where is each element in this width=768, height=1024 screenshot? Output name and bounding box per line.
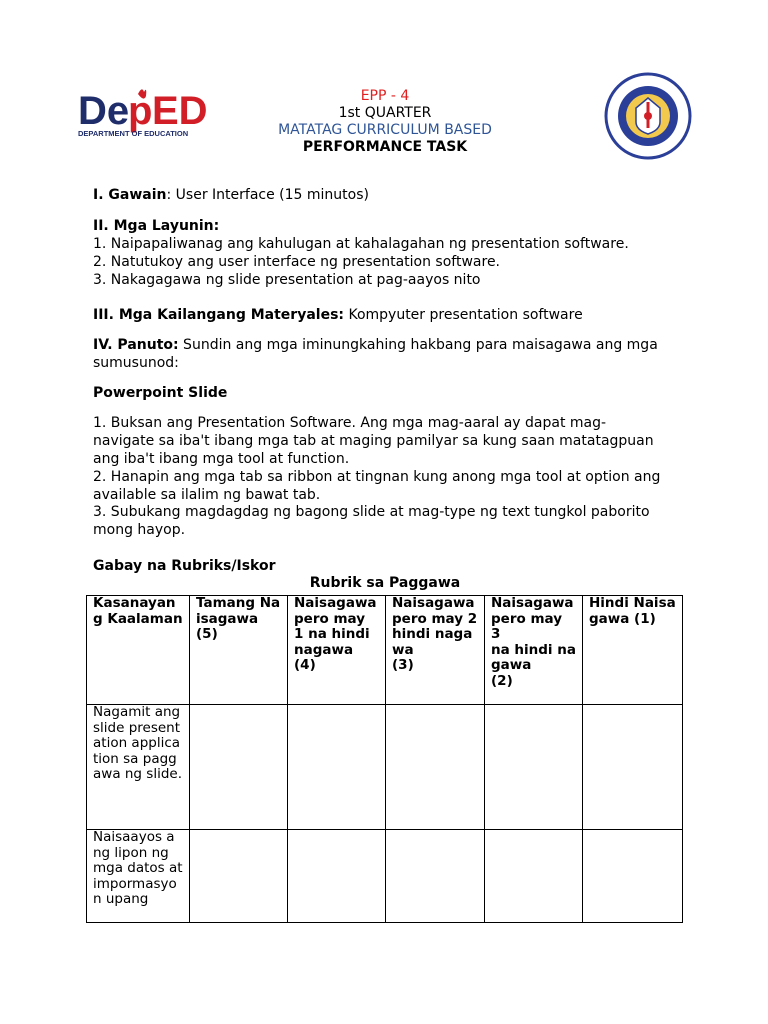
score-cell[interactable] bbox=[386, 705, 485, 830]
score-cell[interactable] bbox=[583, 705, 683, 830]
header-cell: Naisagawa pero may 3 na hindi nagawa (2) bbox=[485, 596, 583, 705]
panuto-text: Sundin ang mga iminungkahing hakbang para maisagawa ang mga bbox=[178, 337, 658, 353]
ppt-heading: Powerpoint Slide bbox=[93, 385, 228, 401]
criteria-cell: Naisaayos ang lipon ng mga datos at impormasyon upang bbox=[87, 830, 190, 923]
logo-subtitle: DEPARTMENT OF EDUCATION bbox=[78, 129, 189, 138]
score-cell[interactable] bbox=[386, 830, 485, 923]
deped-seal bbox=[604, 72, 692, 160]
materyales-line bbox=[93, 306, 583, 324]
gabay-heading: Gabay na Rubriks/Iskor bbox=[93, 558, 276, 574]
quarter-label: 1st QUARTER bbox=[338, 105, 432, 121]
table-header-row bbox=[87, 596, 683, 705]
header-cell: Naisagawa pero may 2 hindi nagawa (3) bbox=[386, 596, 485, 705]
step-line: available sa ilalim ng bawat tab. bbox=[93, 487, 321, 503]
task-title: PERFORMANCE TASK bbox=[302, 139, 468, 155]
header-cell: Tamang Naisagawa (5) bbox=[190, 596, 288, 705]
layunin-heading: II. Mga Layunin: bbox=[93, 218, 220, 234]
step-line: 2. Hanapin ang mga tab sa ribbon at tingnan kung anong mga tool at option ang bbox=[93, 469, 661, 485]
step-line: 1. Buksan ang Presentation Software. Ang mga mag-aaral ay dapat mag- bbox=[93, 415, 607, 431]
score-cell[interactable] bbox=[485, 705, 583, 830]
table-row bbox=[87, 705, 683, 830]
score-cell[interactable] bbox=[288, 830, 386, 923]
gawain-line bbox=[93, 186, 369, 204]
panuto-label: IV. Panuto: bbox=[93, 337, 179, 353]
materyales-label: III. Mga Kailangang Materyales: bbox=[93, 307, 345, 323]
deped-logo bbox=[78, 86, 218, 140]
layunin-item: 2. Natutukoy ang user interface ng presentation software. bbox=[93, 254, 501, 270]
rubric-table bbox=[86, 595, 683, 923]
score-cell[interactable] bbox=[190, 830, 288, 923]
step-line: 3. Subukang magdagdag ng bagong slide at mag-type ng text tungkol paborito bbox=[93, 504, 650, 520]
panuto-line bbox=[93, 336, 658, 354]
gawain-label: I. Gawain bbox=[93, 187, 167, 203]
header-cell: Hindi Naisagawa (1) bbox=[583, 596, 683, 705]
step-line: ang iba't ibang mga tool at function. bbox=[93, 451, 350, 467]
gawain-text: : User Interface (15 minutos) bbox=[166, 187, 369, 203]
svg-text:ED: ED bbox=[152, 89, 208, 133]
header-cell: Naisagawa pero may 1 na hindi nagawa (4) bbox=[288, 596, 386, 705]
score-cell[interactable] bbox=[288, 705, 386, 830]
layunin-item: 3. Nakagagawa ng slide presentation at pag-aayos nito bbox=[93, 272, 481, 288]
step-line: navigate sa iba't ibang mga tab at maging pamilyar sa kung saan matatagpuan bbox=[93, 433, 654, 449]
score-cell[interactable] bbox=[485, 830, 583, 923]
step-line: mong hayop. bbox=[93, 522, 186, 538]
subject-code: EPP - 4 bbox=[360, 88, 410, 104]
svg-text:p: p bbox=[128, 89, 153, 133]
materyales-text: Kompyuter presentation software bbox=[344, 307, 583, 323]
score-cell[interactable] bbox=[583, 830, 683, 923]
curriculum-label: MATATAG CURRICULUM BASED bbox=[278, 122, 492, 138]
panuto-text-cont: sumusunod: bbox=[93, 355, 179, 371]
layunin-item: 1. Naipapaliwanag ang kahulugan at kahalagahan ng presentation software. bbox=[93, 236, 629, 252]
criteria-cell: Nagamit ang slide presentation application sa paggawa ng slide. bbox=[87, 705, 190, 830]
svg-text:De: De bbox=[78, 89, 130, 133]
table-row bbox=[87, 830, 683, 923]
header-cell: Kasanayang Kaalaman bbox=[87, 596, 190, 705]
rubrik-title: Rubrik sa Paggawa bbox=[309, 575, 461, 591]
score-cell[interactable] bbox=[190, 705, 288, 830]
